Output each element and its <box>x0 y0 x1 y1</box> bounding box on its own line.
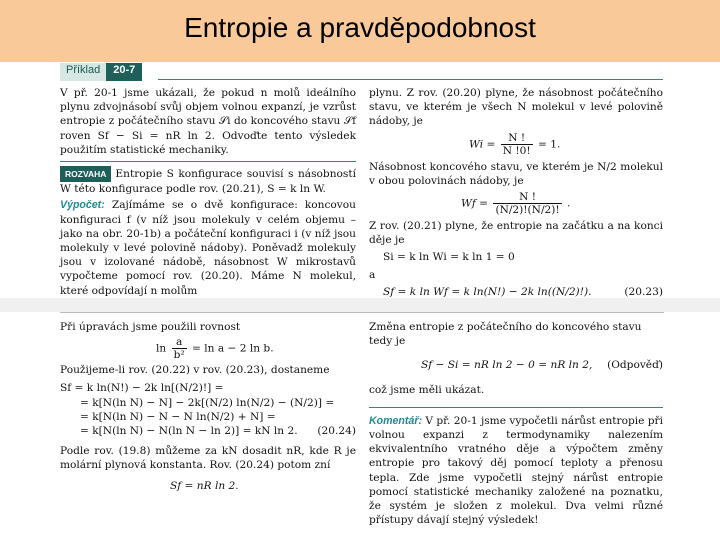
eq-wi-fraction <box>501 132 533 157</box>
equation-sf <box>369 285 663 299</box>
rozvaha-paragraph <box>60 166 356 196</box>
final-equation <box>60 479 356 493</box>
eq-wf-den: (N/2)!(N/2)! <box>495 204 560 217</box>
intro-paragraph: V př. 20-1 jsme ukázali, že pokud n molů ideálního plynu zdvojnásobí svůj objem volnou expanzí, je vzrůst entropie z počátečního stavu 𝒮i do koncového stavu 𝒮f roven Sf − Si = nR ln 2. Odvoďte tento výsledek použitím statistické mechaniky. <box>60 87 356 156</box>
ln-den: b² <box>173 349 185 362</box>
answer-equation <box>369 358 663 372</box>
vypocet-paragraph <box>60 198 356 297</box>
section-rule <box>60 161 356 162</box>
page-break-band <box>0 298 720 312</box>
ln-num: a <box>172 336 187 349</box>
eq-wf-rhs: . <box>567 197 571 210</box>
top-left-column <box>60 86 356 299</box>
example-number: 20-7 <box>106 63 142 81</box>
vypocet-text: Zajímáme se o dvě konfigurace: koncovou konfiguraci f (v níž jsou molekuly v celém objemu – jako na obr. 20-1b) a počáteční konfiguraci i (v níž jsou molekuly v levé polovině nádoby). Poněvadž molekuly jsou v izolované nádobě, násobnost W mikrostavů vypočteme pomocí rov. (20.20). Máme N molekul, které odpovídají n molům <box>60 199 356 297</box>
equation-si: Si = k ln Wi = k ln 1 = 0 <box>383 251 515 264</box>
ln-lhs: ln <box>156 342 167 355</box>
ln-fraction <box>172 336 187 361</box>
ln-identity <box>60 336 356 361</box>
rozvaha-text: Entropie S konfigurace souvisí s násobností W této konfigurace podle rov. (20.21), S = k ln W. <box>60 168 356 196</box>
komentar-paragraph <box>369 414 663 528</box>
textbook-page <box>0 62 720 540</box>
equation-wf <box>369 191 663 216</box>
bottom-right-para-1: Změna entropie z počátečního do koncového stavu tedy je <box>369 321 642 348</box>
derivation-block <box>60 381 356 438</box>
title-bar <box>0 0 720 62</box>
right-para-1: plynu. Z rov. (20.20) plyne, že násobnost počátečního stavu, ve kterém je všech N molekul v levé polovině nádoby, je <box>369 87 663 128</box>
komentar-rule <box>369 407 663 408</box>
page-divider <box>60 312 664 313</box>
top-rule <box>158 79 663 80</box>
eq-wi-rhs: = 1. <box>538 138 561 151</box>
eq-wf-fraction <box>493 191 561 216</box>
rozvaha-label: ROZVAHA <box>60 166 111 182</box>
eq-wi-den: N !0! <box>502 144 531 157</box>
bottom-left-column <box>60 320 356 496</box>
eq-sf-text: Sf = k ln Wf = k ln(N!) − 2k ln((N/2)!). <box>383 285 592 298</box>
eq-wf-lhs: Wf = <box>461 197 489 210</box>
slide-title: Entropie a pravděpodobnost <box>184 12 536 43</box>
equation-wi <box>369 132 663 157</box>
example-badge <box>60 63 142 81</box>
example-label: Příklad <box>60 63 106 81</box>
right-para-3: Z rov. (20.21) plyne, že entropie na začátku a na konci děje je <box>369 220 663 247</box>
right-para-2: Násobnost koncového stavu, ve kterém je N/2 molekul v obou polovinách nádoby, je <box>369 160 663 187</box>
answer-equation-text: Sf − Si = nR ln 2 − 0 = nR ln 2, <box>421 359 593 372</box>
derivation-line-4-text: = k[N(ln N) − N(ln N − ln 2)] = kN ln 2. <box>80 425 298 438</box>
bottom-left-para-3: Podle rov. (19.8) můžeme za kN dosadit nR, kde R je molární plynová konstanta. Rov. (20.24) potom zní <box>60 445 356 472</box>
derivation-line-2: = k[N(ln N) − N] − 2k[(N/2) ln(N/2) − (N/2)] = <box>80 396 335 409</box>
bottom-left-para-1: Při úpravách jsme použili rovnost <box>60 321 241 333</box>
and-word: a <box>369 268 376 281</box>
bottom-right-para-2: což jsme měli ukázat. <box>369 383 485 396</box>
top-right-column <box>369 86 663 302</box>
ln-rhs: = ln a − 2 ln b. <box>192 342 274 355</box>
final-equation-text: Sf = nR ln 2. <box>170 479 239 492</box>
vypocet-label: Výpočet: <box>60 199 105 212</box>
answer-note: (Odpověď) <box>607 359 663 372</box>
bottom-left-para-2: Použijeme-li rov. (20.22) v rov. (20.23), dostaneme <box>60 364 330 377</box>
eq-wi-num: N ! <box>501 132 533 145</box>
derivation-line-1: Sf = k ln(N!) − 2k ln[(N/2)!] = <box>60 382 224 395</box>
bottom-right-column <box>369 320 663 528</box>
komentar-text: V př. 20-1 jsme vypočetli nárůst entropie při volnou expanzi z termodynamiky nalezením ekvivalentního vratného děje a výpočtem změny entropie pro takový děj pomocí teploty a přenosu tepla. Zde jsme vypočetli stejný nárůst entropie pomocí statistické mechaniky založené na poznatku, že systém je složen z molekul. Dva velmi různé přístupy dávají stejný výsledek! <box>369 414 664 527</box>
komentar-label: Komentář: <box>369 414 422 427</box>
derivation-number: (20.24) <box>317 425 356 438</box>
derivation-line-3: = k[N(ln N) − N − N ln(N/2) + N] = <box>80 410 276 423</box>
eq-sf-number: (20.23) <box>624 285 663 298</box>
eq-wi-lhs: Wi = <box>469 138 496 151</box>
derivation-line-4 <box>60 424 356 438</box>
eq-wf-num: N ! <box>493 191 561 204</box>
